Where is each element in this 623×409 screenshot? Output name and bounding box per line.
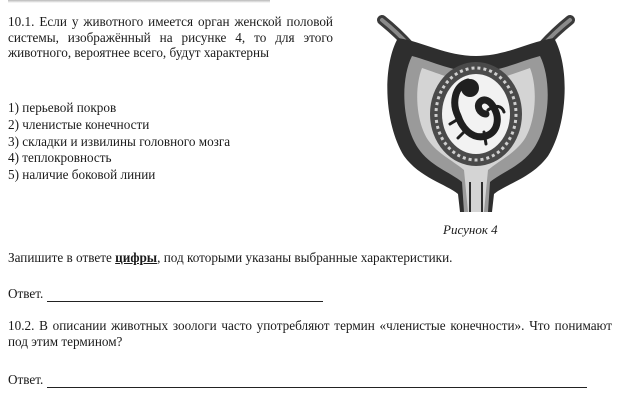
answer-1-field[interactable] xyxy=(8,286,323,302)
uterus-with-embryo-icon xyxy=(376,6,576,216)
answer-2-underline[interactable] xyxy=(47,375,587,388)
figure-caption: Рисунок 4 xyxy=(443,222,498,237)
instruction-text-after: , под которыми указаны выбранные характеристики. xyxy=(157,250,453,265)
answer-2-field[interactable] xyxy=(8,372,587,388)
instruction-emphasis: цифры xyxy=(115,250,158,265)
answer-2-label: Ответ. xyxy=(8,372,44,387)
figure-4 xyxy=(376,6,576,216)
answer-1-underline[interactable] xyxy=(47,289,323,302)
answer-options-list xyxy=(8,100,308,184)
option-5: 5) наличие боковой линии xyxy=(8,167,156,183)
instruction-text-before: Запишите в ответе xyxy=(8,250,116,265)
option-3: 3) складки и извилины головного мозга xyxy=(8,133,231,149)
answer-instruction xyxy=(8,250,568,266)
option-2: 2) членистые конечности xyxy=(8,116,150,132)
option-1: 1) перьевой покров xyxy=(8,100,117,115)
scan-edge-strip xyxy=(8,0,270,3)
option-4: 4) теплокровность xyxy=(8,150,112,166)
question-2-text: 10.2. В описании животных зоологи часто употребляют термин «членистые конечности». Что понимают под этим термином? xyxy=(8,318,612,349)
question-1-text: 10.1. Если у животного имеется орган женской половой системы, изображённый на рисунке 4, то для этого животного, вероятнее всего, будут характерны xyxy=(8,14,333,60)
answer-1-label: Ответ. xyxy=(8,286,44,301)
